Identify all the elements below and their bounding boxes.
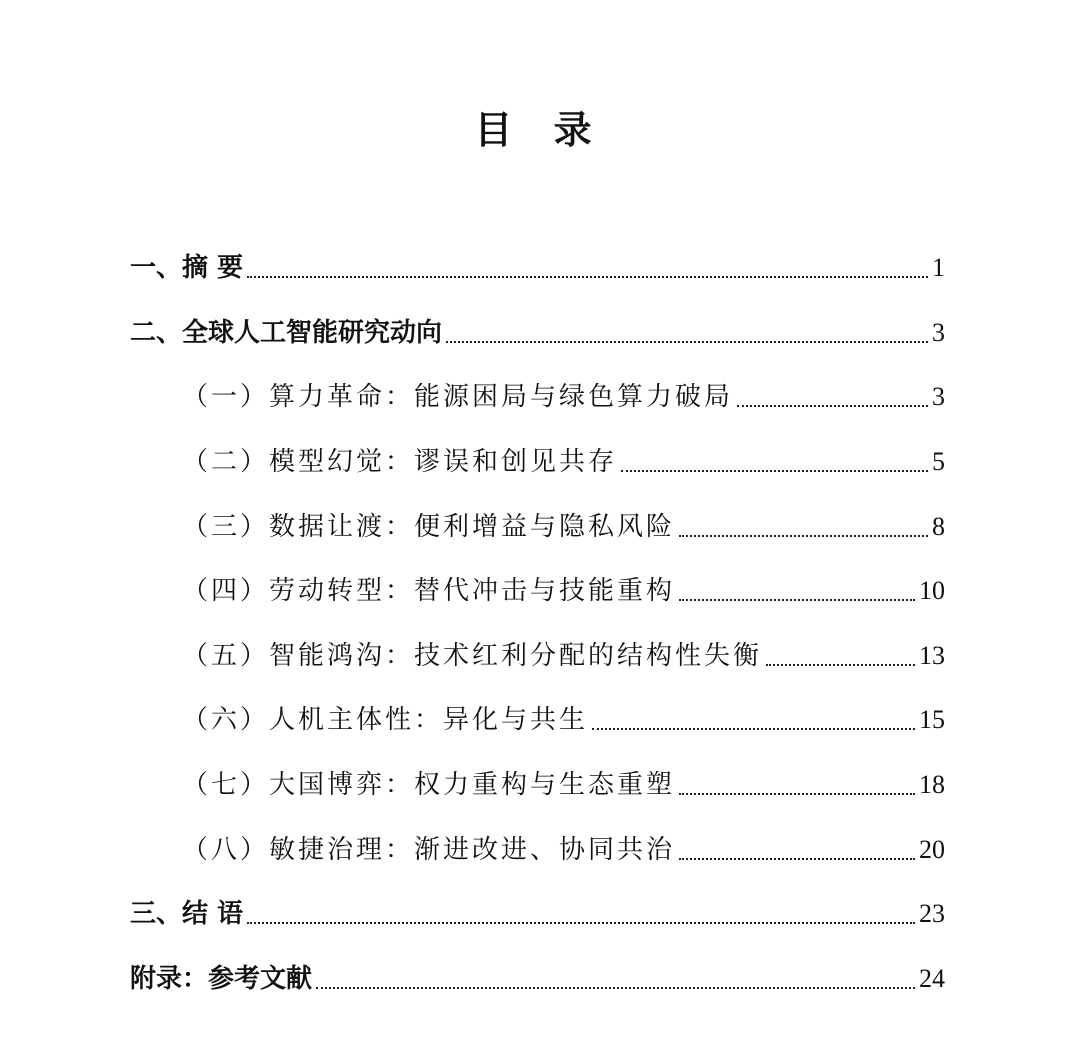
- dot-leader: [316, 987, 915, 989]
- toc-entry-label: （七）大国博弈：权力重构与生态重塑: [182, 770, 676, 801]
- page-title: 目 录: [474, 108, 606, 152]
- dot-leader: [737, 405, 928, 407]
- toc-entry-research-trends[interactable]: [130, 301, 945, 366]
- toc-entry-page-number: 15: [919, 705, 945, 735]
- toc-entry-model-hallucination[interactable]: [130, 430, 945, 495]
- toc-entry-label: （二）模型幻觉：谬误和创见共存: [182, 447, 618, 478]
- dot-leader: [621, 470, 928, 472]
- dot-leader: [446, 341, 928, 343]
- toc-entry-label: 附录：参考文献: [130, 963, 313, 994]
- toc-entry-page-number: 1: [932, 253, 945, 283]
- dot-leader: [679, 599, 915, 601]
- table-of-contents: [130, 236, 945, 1011]
- toc-entry-label: （三）数据让渡：便利增益与隐私风险: [182, 511, 676, 542]
- toc-entry-label: 二、全球人工智能研究动向: [130, 317, 443, 348]
- toc-entry-page-number: 23: [919, 899, 945, 929]
- toc-entry-computing-revolution[interactable]: [130, 365, 945, 430]
- dot-leader: [247, 922, 915, 924]
- toc-entry-intelligence-gap[interactable]: [130, 624, 945, 689]
- toc-entry-page-number: 10: [919, 576, 945, 606]
- dot-leader: [766, 664, 915, 666]
- toc-entry-page-number: 8: [932, 511, 945, 541]
- toc-entry-conclusion[interactable]: [130, 882, 945, 947]
- toc-entry-page-number: 24: [919, 963, 945, 993]
- toc-entry-page-number: 18: [919, 770, 945, 800]
- dot-leader: [679, 535, 928, 537]
- toc-entry-human-machine-subjectivity[interactable]: [130, 688, 945, 753]
- dot-leader: [247, 276, 928, 278]
- toc-entry-data-transfer[interactable]: [130, 494, 945, 559]
- toc-entry-page-number: 13: [919, 640, 945, 670]
- toc-entry-labor-transition[interactable]: [130, 559, 945, 624]
- toc-entry-label: 三、结 语: [130, 899, 244, 930]
- toc-entry-page-number: 20: [919, 834, 945, 864]
- toc-entry-agile-governance[interactable]: [130, 817, 945, 882]
- toc-entry-great-power-competition[interactable]: [130, 753, 945, 818]
- toc-entry-label: （一）算力革命：能源困局与绿色算力破局: [182, 382, 734, 413]
- toc-entry-label: （六）人机主体性：异化与共生: [182, 705, 589, 736]
- dot-leader: [679, 858, 915, 860]
- toc-entry-abstract[interactable]: [130, 236, 945, 301]
- toc-entry-label: （五）智能鸿沟：技术红利分配的结构性失衡: [182, 640, 763, 671]
- toc-entry-label: 一、摘 要: [130, 253, 244, 284]
- dot-leader: [592, 728, 915, 730]
- toc-entry-references[interactable]: [130, 947, 945, 1012]
- toc-entry-page-number: 3: [932, 382, 945, 412]
- toc-entry-label: （四）劳动转型：替代冲击与技能重构: [182, 576, 676, 607]
- toc-entry-page-number: 5: [932, 447, 945, 477]
- dot-leader: [679, 793, 915, 795]
- toc-entry-label: （八）敏捷治理：渐进改进、协同共治: [182, 834, 676, 865]
- toc-entry-page-number: 3: [932, 317, 945, 347]
